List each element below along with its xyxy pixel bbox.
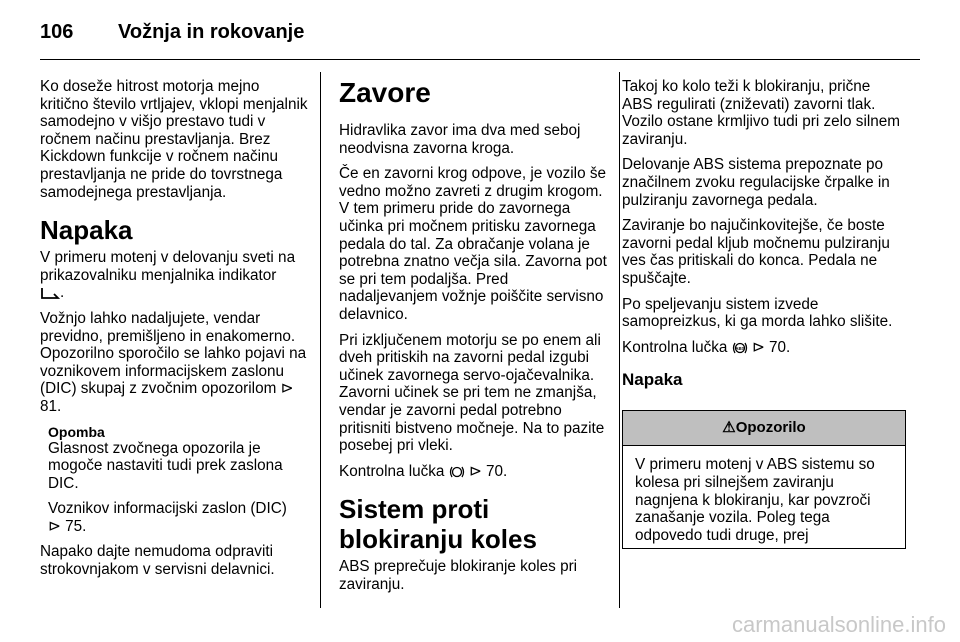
warning-header xyxy=(623,411,905,446)
page-reference[interactable]: 75. xyxy=(65,517,87,535)
paragraph xyxy=(339,463,607,481)
warning-text: V primeru motenj v ABS sistemu so kolesa pri silnejšem zaviranju nagnjena k blokiranju, kar povzroči zanašanje vozila. Poleg tega odpovedo tudi druge, prej xyxy=(635,456,875,544)
paragraph: Če en zavorni krog odpove, je vozilo še vedno možno zavreti z drugim krogom. V tem primeru pride do zavornega učinka pri močnem pritisku zavornega pedala do tal. Za obračanje volana je potrebna znatno večja sila. Zavorna pot se pri tem podaljša. Pred nadaljevanjem vožnje poiščite servisno delavnico. xyxy=(339,165,607,323)
paragraph: ABS preprečuje blokiranje koles pri zaviranju. xyxy=(339,558,578,593)
header-divider xyxy=(40,59,920,60)
paragraph-text: Kontrolna lučka xyxy=(339,462,445,480)
section-heading-zavore: Zavore xyxy=(339,77,431,108)
transmission-fault-icon xyxy=(40,286,60,300)
page-number: 106 xyxy=(40,20,74,43)
paragraph-text: Vožnjo lahko nadaljujete, vendar previdno, premišljeno in enakomerno. Opozorilno sporočilo se lahko pojavi na voznikovem informacijskem zaslonu (DIC) skupaj z zvočnim opozorilom xyxy=(40,309,307,398)
page-reference-icon[interactable]: ⊳ xyxy=(280,380,294,398)
page-header xyxy=(40,12,304,52)
column-middle xyxy=(339,78,607,601)
note-paragraph xyxy=(48,500,310,535)
section-heading-napaka: Napaka xyxy=(40,215,133,246)
note-block xyxy=(48,424,310,536)
column-left xyxy=(40,78,310,587)
paragraph: Delovanje ABS sistema prepoznate po značilnem zvoku regulacijske črpalke in pulziranju zavornega pedala. xyxy=(622,156,890,209)
paragraph-text: V primeru motenj v delovanju sveti na prikazovalniku menjalnika indikator xyxy=(40,249,296,284)
paragraph: Po speljevanju sistem izvede samopreizkus, ki ga morda lahko slišite. xyxy=(622,295,893,331)
paragraph: Pri izključenem motorju se po enem ali dveh pritiskih na zavorni pedal izgubi učinek zavornega servo-ojačevalnika. Zavorni učinek se pri tem ne zmanjša, vendar je zavorni pedal potrebno pritisniti bistveno močneje. Na to pazite posebej pri vleki. xyxy=(339,331,605,455)
brake-warning-icon xyxy=(449,465,465,479)
warning-title: Opozorilo xyxy=(735,419,806,437)
section-heading-abs: Sistem proti blokiranju koles xyxy=(339,494,537,555)
page-title: Vožnja in rokovanje xyxy=(118,20,305,43)
paragraph: Ko doseže hitrost motorja mejno kritično število vrtljajev, vklopi menjalnik samodejno v višjo prestavo tudi v ročnem načinu prestavljanja. Brez Kickdown funkcije v ročnem načinu prestavljanja ne pride do tovrstnega samodejnega prestavljanja. xyxy=(40,78,308,201)
page-reference[interactable]: 70. xyxy=(769,338,791,356)
column-right xyxy=(622,78,904,549)
warning-triangle-icon: ⚠ xyxy=(722,419,736,437)
page-reference-icon[interactable]: ⊳ xyxy=(468,462,482,480)
note-paragraph: Glasnost zvočnega opozorila je mogoče nastaviti tudi prek zaslona DIC. xyxy=(48,439,283,492)
paragraph: Hidravlika zavor ima dva med seboj neodvisna zavorna kroga. xyxy=(339,122,581,157)
paragraph-text: Kontrolna lučka xyxy=(622,338,728,356)
page-reference[interactable]: 81. xyxy=(40,397,62,415)
note-title: Opomba xyxy=(48,423,105,440)
section-heading-napaka-abs: Napaka xyxy=(622,370,683,390)
paragraph xyxy=(622,339,904,357)
abs-warning-icon xyxy=(732,341,748,355)
paragraph: Takoj ko kolo teži k blokiranju, prične ABS regulirati (zniževati) zavorni tlak. Vozilo ostane krmljivo tudi pri zelo silnem zaviranju. xyxy=(622,78,901,148)
column-divider xyxy=(619,72,620,608)
paragraph: V primeru motenj v delovanju sveti na prikazovalniku menjalnika indikator . xyxy=(40,249,296,302)
paragraph xyxy=(40,310,310,416)
paragraph: Napako dajte nemudoma odpraviti strokovnjakom v servisni delavnici. xyxy=(40,543,275,579)
watermark: carmanualsonline.info xyxy=(731,612,946,637)
column-divider xyxy=(320,72,321,608)
page-reference[interactable]: 70. xyxy=(486,462,508,480)
page-reference-icon[interactable]: ⊳ xyxy=(48,517,61,535)
note-text: Voznikov informacijski zaslon (DIC) xyxy=(48,500,287,518)
page-reference-icon[interactable]: ⊳ xyxy=(751,338,765,356)
warning-box xyxy=(622,410,906,549)
svg-text:ABS: ABS xyxy=(734,345,745,351)
paragraph: Zaviranje bo najučinkovitejše, če boste zavorni pedal kljub močnemu pulziranju ves čas pritiskali do konca. Pedala ne spuščajte. xyxy=(622,217,890,287)
